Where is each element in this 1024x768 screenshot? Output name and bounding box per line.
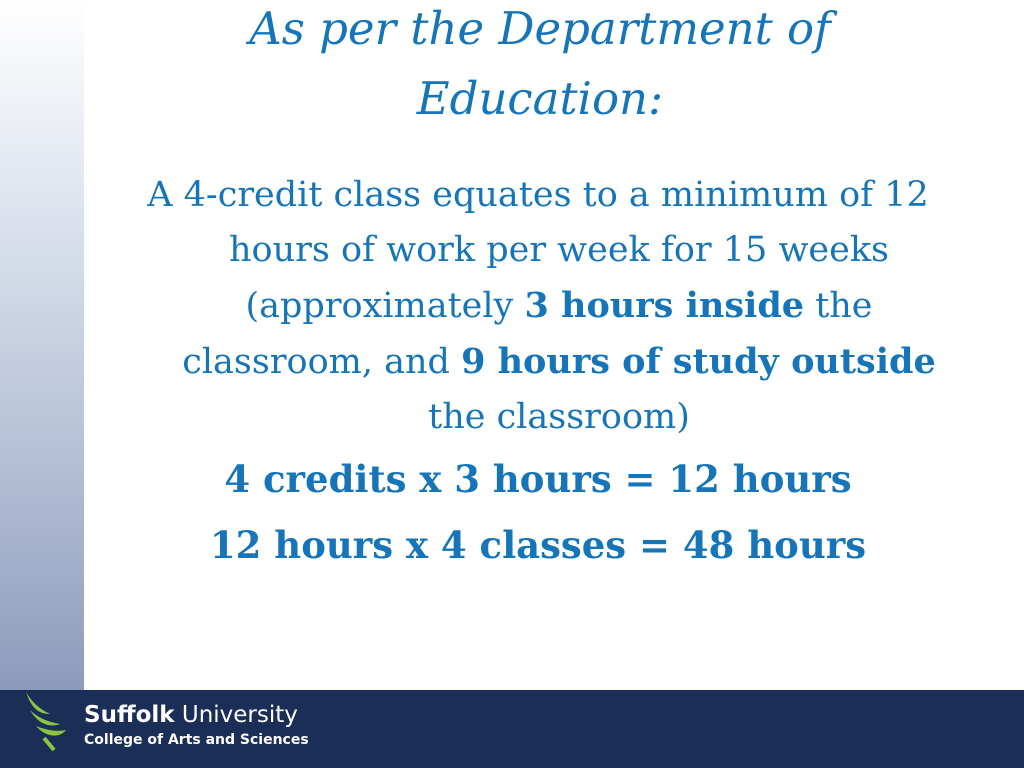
side-gradient-band <box>0 0 84 690</box>
para-bold-outside: 9 hours of study outside <box>461 341 936 382</box>
college-name: College of Arts and Sciences <box>84 732 309 748</box>
university-name <box>84 704 309 727</box>
para-text-2: the classroom, and <box>182 286 873 382</box>
equation-credits: 4 credits x 3 hours = 12 hours <box>224 457 852 501</box>
equation-classes: 12 hours x 4 classes = 48 hours <box>209 523 867 567</box>
footer-bar <box>0 690 1024 768</box>
para-text-1: A 4-credit class equates to a minimum of 12 hours of work per week for 15 weeks (approximately <box>147 175 929 326</box>
suffolk-leaf-icon <box>20 690 80 752</box>
para-bold-inside: 3 hours inside <box>524 285 805 326</box>
para-text-3: the classroom) <box>428 397 690 437</box>
university-brand <box>84 704 309 747</box>
slide-title: As per the Department of Education: <box>249 2 831 125</box>
brand-suffolk: Suffolk <box>84 702 175 728</box>
slide-body <box>118 168 958 567</box>
brand-university: University <box>174 702 298 728</box>
credit-explanation <box>118 168 958 445</box>
